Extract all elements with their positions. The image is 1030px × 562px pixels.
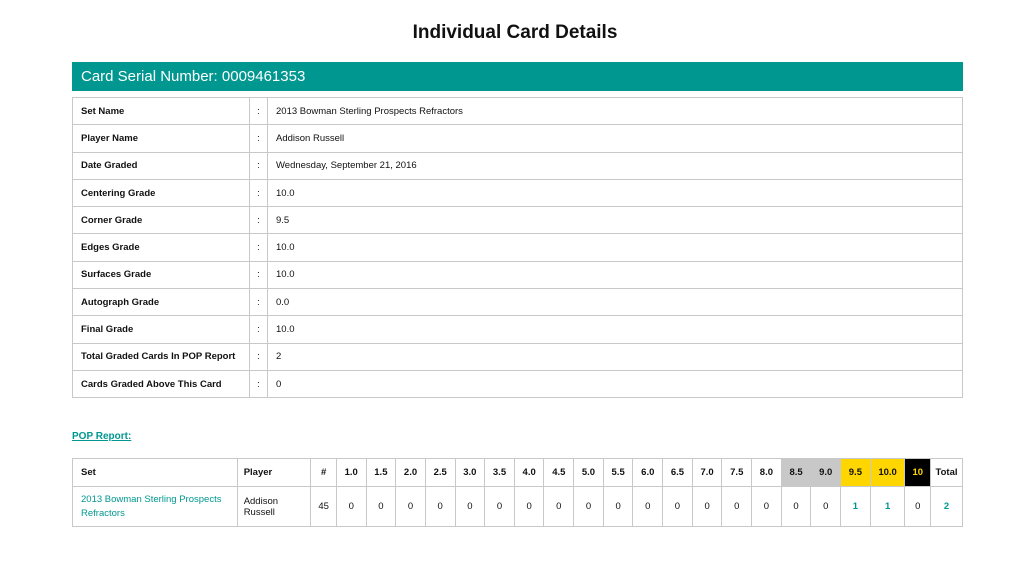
pop-count-cell: 0 bbox=[752, 487, 782, 527]
pop-count-cell: 0 bbox=[722, 487, 752, 527]
details-value: 0.0 bbox=[268, 289, 963, 316]
pop-count-cell bbox=[870, 487, 905, 527]
details-label: Autograph Grade bbox=[73, 289, 250, 316]
pop-count-cell: 0 bbox=[544, 487, 574, 527]
pop-count-cell: 0 bbox=[574, 487, 604, 527]
pop-count-cell: 0 bbox=[336, 487, 366, 527]
pop-header-grade: 1.5 bbox=[366, 459, 396, 487]
pop-count-cell bbox=[841, 487, 871, 527]
details-separator: : bbox=[250, 234, 268, 261]
pop-set-link[interactable]: 2013 Bowman Sterling Prospects Refractors bbox=[81, 493, 222, 519]
details-label: Set Name bbox=[73, 98, 250, 125]
pop-count-cell: 0 bbox=[396, 487, 426, 527]
details-separator: : bbox=[250, 316, 268, 343]
details-label: Centering Grade bbox=[73, 179, 250, 206]
details-value: Wednesday, September 21, 2016 bbox=[268, 152, 963, 179]
pop-header-row bbox=[73, 459, 963, 487]
pop-header-grade: 8.5 bbox=[781, 459, 811, 487]
details-separator: : bbox=[250, 179, 268, 206]
pop-header-grade: 7.0 bbox=[692, 459, 722, 487]
details-value: 0 bbox=[268, 370, 963, 397]
details-row-total-graded bbox=[73, 343, 963, 370]
details-row-edges-grade bbox=[73, 234, 963, 261]
pop-header-grade: 2.5 bbox=[425, 459, 455, 487]
details-separator: : bbox=[250, 261, 268, 288]
details-row-set-name bbox=[73, 98, 963, 125]
details-separator: : bbox=[250, 98, 268, 125]
pop-number-cell: 45 bbox=[311, 487, 337, 527]
details-separator: : bbox=[250, 125, 268, 152]
details-value: 2 bbox=[268, 343, 963, 370]
pop-count-cell: 0 bbox=[811, 487, 841, 527]
pop-header-grade: 3.5 bbox=[485, 459, 515, 487]
pop-header-grade: 4.0 bbox=[514, 459, 544, 487]
pop-header-grade: 10.0 bbox=[870, 459, 905, 487]
pop-count-cell: 0 bbox=[905, 487, 931, 527]
pop-player-cell: Addison Russell bbox=[237, 487, 311, 527]
pop-report-table bbox=[72, 458, 963, 527]
details-value: 10.0 bbox=[268, 316, 963, 343]
pop-header-grade: 5.0 bbox=[574, 459, 604, 487]
details-separator: : bbox=[250, 289, 268, 316]
pop-header-grade: 8.0 bbox=[752, 459, 782, 487]
pop-count-cell: 0 bbox=[603, 487, 633, 527]
pop-header-set: Set bbox=[73, 459, 238, 487]
pop-count-cell: 0 bbox=[425, 487, 455, 527]
details-label: Player Name bbox=[73, 125, 250, 152]
details-separator: : bbox=[250, 152, 268, 179]
pop-count-link[interactable]: 1 bbox=[852, 501, 859, 512]
pop-header-grade: 4.5 bbox=[544, 459, 574, 487]
details-row-centering-grade bbox=[73, 179, 963, 206]
details-row-surfaces-grade bbox=[73, 261, 963, 288]
details-label: Surfaces Grade bbox=[73, 261, 250, 288]
pop-header-grade: 9.0 bbox=[811, 459, 841, 487]
pop-count-cell: 0 bbox=[514, 487, 544, 527]
details-value: 10.0 bbox=[268, 261, 963, 288]
pop-count-cell: 0 bbox=[663, 487, 693, 527]
card-serial-heading: Card Serial Number: 0009461353 bbox=[72, 62, 963, 91]
card-details-table bbox=[72, 97, 963, 398]
pop-header-grade: 6.5 bbox=[663, 459, 693, 487]
details-row-player-name bbox=[73, 125, 963, 152]
details-label: Edges Grade bbox=[73, 234, 250, 261]
details-value: Addison Russell bbox=[268, 125, 963, 152]
pop-header-grade: 6.0 bbox=[633, 459, 663, 487]
details-value: 9.5 bbox=[268, 207, 963, 234]
details-separator: : bbox=[250, 207, 268, 234]
pop-header-total: Total bbox=[931, 459, 963, 487]
details-label: Corner Grade bbox=[73, 207, 250, 234]
pop-total-cell bbox=[931, 487, 963, 527]
pop-report-link[interactable]: POP Report: bbox=[72, 431, 132, 442]
details-row-corner-grade bbox=[73, 207, 963, 234]
pop-header-player: Player bbox=[237, 459, 311, 487]
pop-header-grade: 10 bbox=[905, 459, 931, 487]
pop-count-cell: 0 bbox=[485, 487, 515, 527]
pop-header-number: # bbox=[311, 459, 337, 487]
details-value: 10.0 bbox=[268, 234, 963, 261]
details-label: Date Graded bbox=[73, 152, 250, 179]
pop-set-cell bbox=[73, 487, 238, 527]
pop-header-grade: 1.0 bbox=[336, 459, 366, 487]
details-row-final-grade bbox=[73, 316, 963, 343]
details-row-autograph-grade bbox=[73, 289, 963, 316]
pop-count-cell: 0 bbox=[781, 487, 811, 527]
pop-count-link[interactable]: 1 bbox=[884, 501, 891, 512]
pop-total-link[interactable]: 2 bbox=[943, 501, 950, 512]
details-value: 10.0 bbox=[268, 179, 963, 206]
details-value: 2013 Bowman Sterling Prospects Refractors bbox=[268, 98, 963, 125]
pop-count-cell: 0 bbox=[692, 487, 722, 527]
pop-count-cell: 0 bbox=[633, 487, 663, 527]
pop-count-cell: 0 bbox=[366, 487, 396, 527]
pop-header-grade: 3.0 bbox=[455, 459, 485, 487]
pop-count-cell: 0 bbox=[455, 487, 485, 527]
pop-data-row bbox=[73, 487, 963, 527]
details-label: Final Grade bbox=[73, 316, 250, 343]
details-label: Cards Graded Above This Card bbox=[73, 370, 250, 397]
details-row-graded-above bbox=[73, 370, 963, 397]
details-separator: : bbox=[250, 343, 268, 370]
pop-header-grade: 7.5 bbox=[722, 459, 752, 487]
details-separator: : bbox=[250, 370, 268, 397]
pop-header-grade: 9.5 bbox=[841, 459, 871, 487]
details-row-date-graded bbox=[73, 152, 963, 179]
page-title: Individual Card Details bbox=[412, 22, 618, 43]
pop-header-grade: 5.5 bbox=[603, 459, 633, 487]
details-label: Total Graded Cards In POP Report bbox=[73, 343, 250, 370]
pop-header-grade: 2.0 bbox=[396, 459, 426, 487]
